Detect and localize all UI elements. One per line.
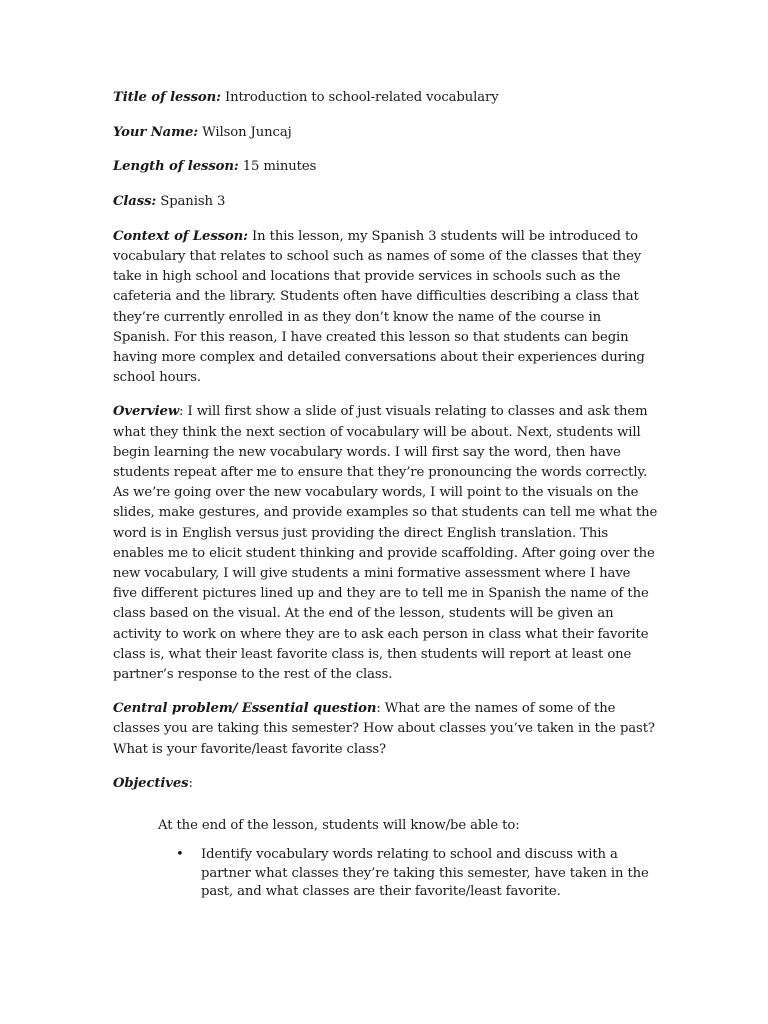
overview-paragraph — [113, 402, 658, 685]
objective-text: Identify vocabulary words relating to school and discuss with a partner what classes they’re taking this semester, have taken in the past, and what classes are their favorite/least favorite. — [201, 847, 649, 900]
length-of-lesson-value: 15 minutes — [242, 159, 317, 175]
title-of-lesson-label: Title of lesson: — [113, 90, 221, 105]
bullet-icon: • — [176, 847, 184, 863]
your-name-field — [113, 123, 658, 143]
class-field — [113, 192, 658, 212]
objectives-heading — [113, 774, 658, 794]
objectives-list — [113, 846, 658, 902]
central-problem-paragraph — [113, 699, 658, 760]
overview-label: Overview — [113, 404, 180, 420]
title-of-lesson-value: Introduction to school-related vocabulary — [224, 90, 499, 105]
class-value: Spanish 3 — [160, 194, 226, 210]
context-of-lesson-text: In this lesson, my Spanish 3 students will be introduced to vocabulary that relates to school such as names of some of the classes that they take in high school and locations that provide services in schools such as the cafeteria and the library. Students often have difficulties describing a class that they’re currently enrolled in as they don’t know the name of the course in Spanish. For this reason, I have created this lesson so that students can begin having more complex and detailed conversations about their experiences during school hours. — [113, 228, 645, 386]
length-of-lesson-label: Length of lesson: — [113, 159, 239, 175]
your-name-label: Your Name: — [113, 124, 199, 140]
lesson-plan-body — [113, 88, 658, 902]
context-of-lesson-label: Context of Lesson: — [113, 228, 248, 244]
objectives-intro: At the end of the lesson, students will know/be able to: — [158, 818, 520, 834]
context-of-lesson-paragraph — [113, 227, 658, 389]
length-of-lesson-field — [113, 157, 658, 177]
list-item — [176, 846, 658, 902]
objectives-colon: : — [188, 775, 193, 791]
central-problem-text: : What are the names of some of the classes you are taking this semester? How about classes you’ve taken in the past? What is your favorite/least favorite class? — [113, 701, 655, 757]
central-problem-label: Central problem/ Essential question — [113, 701, 377, 717]
title-of-lesson-field — [113, 88, 658, 108]
class-label: Class: — [113, 194, 157, 210]
overview-text: : I will first show a slide of just visuals relating to classes and ask them what they think the next section of vocabulary will be about. Next, students will begin learning the new vocabulary words. I will first say the word, then have students repeat after me to ensure that they’re pronouncing the words correctly. As we’re going over the new vocabulary words, I will point to the visuals on the slides, make gestures, and provide examples so that students can tell me what the word is in English versus just providing the direct English translation. This enables me to elicit student thinking and provide scaffolding. After going over the new vocabulary, I will give students a mini formative assessment where I have five different pictures lined up and they are to tell me in Spanish the name of the class based on the visual. At the end of the lesson, students will be given an activity to work on where they are to ask each person in class what their favorite class is, what their least favorite class is, then students will report at least one partner’s response to the rest of the class. — [113, 404, 658, 683]
objectives-label: Objectives — [113, 775, 189, 791]
your-name-value: Wilson Juncaj — [202, 124, 292, 140]
